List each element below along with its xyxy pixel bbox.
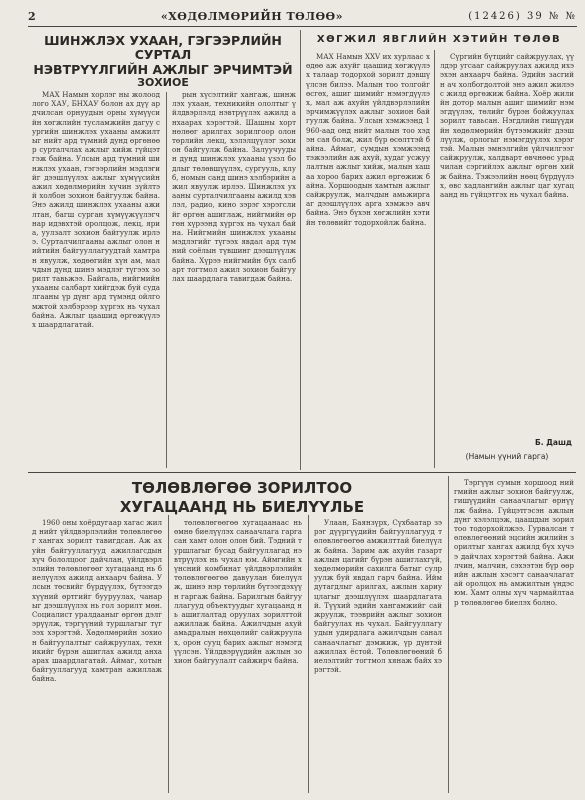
issue-number: (12426) 39 № № (468, 10, 577, 22)
column-divider (308, 515, 309, 793)
article-column: 1960 оны хоёрдугаар хагас жилд нийт үйлдвэрлэлийн төлөвлөгөөг хангах зорилт тавигдсан. Аж ахуйн байгууллагууд ажиллагсдын хүч бололцоог дайчлан, үйлдвэрлэлийн төлөвлөгөөг хугацаанд нь биелүүлэх ажилд анхаарч байна. Улсын төсвийг бүрдүүлэх, бүтээгдэхүүний өртгийг бууруулах, чанарыг дээшлүүлэх нь гол зорилт мөн. Социалист уралдааныг өргөн дэлгэрүүлж, тэргүүний туршлагыг түгээх хэрэгтэй. Хөдөлмөрийн зохион байгуулалтыг сайжруулах, техникийг бүрэн ашиглах ажилд анхаарах шаардлагатай. Аймаг, хотын байгууллагууд хамтран ажиллаж байна. (32, 518, 162, 684)
headline-top-right: ХӨГЖИЛ ЯВГЛИЙН ХЭТИЙН ТӨЛӨВ (316, 34, 562, 45)
headline-line: ТӨЛӨВЛӨГӨӨ ЗОРИЛТОО (131, 479, 353, 497)
article-column: МАХ Намын хорлэг ны жолоодлого ХАУ, БНХАУ болон ах дүү ардчилсан орнуудын орны хүмүүсийн хөгжлийн тусламжийн дагуу сургийн шинжлэх ухааны амжилтыг нийт ард түмний дунд өргөнөөр сурталчлах ажлыг хийж гүйцэтгэж байна. Улсын ард түмний шинжлэх ухаан, гэгээрлийн мэдлэгийг дээшлүүлэх ажлыг хүмүүсийн ажил хөдөлмөрийн хүчин зүйлтэй холбон зохион байгуулж байна. Энэ ажилд шинжлэх ухааны ажилтан, багш сурган хүмүүжүүлэгч нар идэвхтэй оролцож, лекц, яриа, уулзалт зохион байгуулж ирлээ. Сурталчилгааны ажлыг олон нийтийн байгууллагуудтай хамтран явуулж, хөдөөгийн хүн ам, малчдын дунд шинэ мэдлэг түгээх зорилт тавьжээ. Байгаль, нийгмийн ухааны салбарт хийгдэж буй судалгааны үр дүнг ард түмэнд ойлгомжтой хэлбэрээр хүргэх нь чухал байна. Ажлыг цаашид өргөжүүлэх шаардлагатай. (32, 90, 160, 330)
newspaper-title: «ХӨДӨЛМӨРИЙН ТӨЛӨӨ» (160, 9, 343, 23)
page-number: 2 (28, 9, 36, 23)
article-source: (Намын үүний гарга) (465, 452, 549, 461)
column-divider (168, 515, 169, 793)
headline-line: НЭВТРҮҮЛГИЙН АЖЛЫГ ЭРЧИМТЭЙ (33, 61, 293, 77)
article-column: Тэргүүн сумын хоршоод нийгмийн ажлыг зохион байгуулж, гишүүдийн санаачлагыг өрнүүлж байна. Гүйцэтгэсэн ажлын дүнг хэлэлцэж, цаашдын зорилтоо тодорхойлжээ. Гурвалсан төлөвлөгөөний эцсийн жилийн зорилтыг хангах ажилд бүх хүчээ дайчлах хэрэгтэй байна. Ажилчин, малчин, сэхээтэн бүр өөрийн ажлын хэсэгт санаачлагатай оролцох нь амжилтын үндэс юм. Хамт олны хүч чармайлтаар төлөвлөгөө биелэх болно. (454, 478, 574, 607)
headline-line: ШИНЖЛЭХ УХААН, ГЭГЭЭРЛИЙН СУРТАЛ (44, 33, 282, 63)
headline-line: ХУГАЦААНД НЬ БИЕЛҮҮЛЬЕ (119, 497, 365, 516)
column-divider (166, 92, 167, 468)
column-divider (434, 50, 435, 468)
headline-line: ЗОХИОЕ (137, 76, 189, 90)
column-divider (448, 476, 449, 793)
section-divider (28, 472, 576, 473)
author-byline: Б. Дашд (535, 438, 572, 447)
article-column: Сүргийн бүтцийг сайжруулах, үүлдэр угсааг сайжруулах ажилд ихээхэн анхаарч байна. Эдийн засгийн ач холбогдолтой энэ ажил жилээс жилд өргөжиж байна. Хоёр жилийн дотор малын ашиг шимийг нэмэгдүүлэх, төлийг бүрэн бойжуулах зорилт тавьсан. Нэгдлийн гишүүдийн хөдөлмөрийн бүтээмжийг дээшлүүлж, орлогыг нэмэгдүүлэх хэрэгтэй. Малын эмнэлгийн үйлчилгээг сайжруулж, халдварт өвчнөөс урьдчилан сэргийлэх ажлыг өргөн хийж байна. Тэжээлийн нөөц бүрдүүлэх, өвс хадлангийн ажлыг цаг хугацаанд нь гүйцэтгэх нь чухал байна. (440, 52, 574, 200)
masthead (28, 6, 577, 27)
article-column: Улаан, Баянзүрх, Сүхбаатар зэрэг дүүргүүдийн байгууллагууд төлөвлөгөөгөө амжилттай биелүүлж байна. Зарим аж ахуйн газарт ажлын цагийг бүрэн ашиглахгүй, хөдөлмөрийн сахилга батыг сулруулж буй явдал гарч байна. Ийм дутагдлыг арилгах, ажлын хариуцлагыг дээшлүүлэх шаардлагатай. Түүхий эдийн хангамжийг сайжруулж, тээврийн ажлыг зохион байгуулах нь чухал. Байгууллагуудын удирдлага ажилчдын санал санаачлагыг дэмжиж, үр дүнтэй ажиллах ёстой. Төлөвлөгөөний биелэлтийг тогтмол хянаж байх хэрэгтэй. (314, 518, 442, 675)
article-column: МАХ Намын XXV их хурлаас хөдөө аж ахуйг цаашид хөгжүүлэх талаар тодорхой зорилт дэвшүүлсэн билээ. Малын тоо толгойг өсгөх, ашиг шимийг нэмэгдүүлэх, мал аж ахуйн үйлдвэрлэлийн эрчимжүүлэх ажлыг зохион байгуулж байна. Улсын хэмжээнд 1960-аад онд нийт малын тоо хэдэн сая болж, жил бүр өсөлттэй байна. Аймаг, сумдын хэмжээнд тэжээлийн аж ахуй, худаг усжуулалтын ажлыг хийж, малын хашаа хороо барих ажил өргөжиж байна. Хоршоодын хамтын ажлыг сайжруулж, малчдын амьжиргааг дээшлүүлэх арга хэмжээ авч байна. Энэ бүхэн хөгжлийн хэтийн төлөвийг тодорхойлж байна. (306, 52, 430, 227)
column-divider (300, 30, 301, 470)
headline-top-left (32, 34, 294, 90)
headline-bottom (32, 479, 452, 517)
article-column: төлөвлөгөөгөө хугацаанаас нь өмнө биелүүлэх санаачлага гаргасан хамт олон олон бий. Тэдний туршлагыг бусад байгууллагад нэвтрүүлэх нь чухал юм. Аймгийн хүнсний комбинат үйлдвэрлэлийн төлөвлөгөөгөө давуулан биелүүлж, шинэ нэр төрлийн бүтээгдэхүүн гаргаж байна. Барилгын байгууллагууд объектуудыг хугацаанд нь ашиглалтад оруулах зорилттой ажиллаж байна. Ажилчдын ахуй амьдралын нөхцөлийг сайжруулах, орон сууц барих ажлыг нэмэгдүүлсэн. Үйлдвэрүүдийн ажлын зохион байгуулалт сайжирч байна. (174, 518, 302, 666)
article-column: рын хүсэлтийг хангаж, шинжлэх ухаан, техникийн ололтыг үйлдвэрлэлд нэвтрүүлэх ажилд анхаарах хэрэгтэй. Шашны хорт нөлөөг арилгах зорилгоор олон төрлийн лекц, хэлэлцүүлэг зохион байгуулж байна. Залуучуудын дунд шинжлэх ухааны үзэл бодлыг төлөвшүүлэх, сургууль, клуб, номын санд шинэ хэлбэрийн ажил явуулж ирлээ. Шинжлэх ухааны сурталчилгааны ажилд хэвлэл, радио, кино зэрэг хэрэгслийг өргөн ашиглаж, нийгмийн өргөн хүрээнд хүргэх нь чухал байна. Нийгмийн шинжлэх ухааны мэдлэгийг түгээх явдал ард түмний соёлын түвшинг дээшлүүлж байна. Хүрээ нийгмийн бүх салбарт тогтмол ажил зохион байгуулах шаардлага тавигдаж байна. (172, 90, 296, 284)
